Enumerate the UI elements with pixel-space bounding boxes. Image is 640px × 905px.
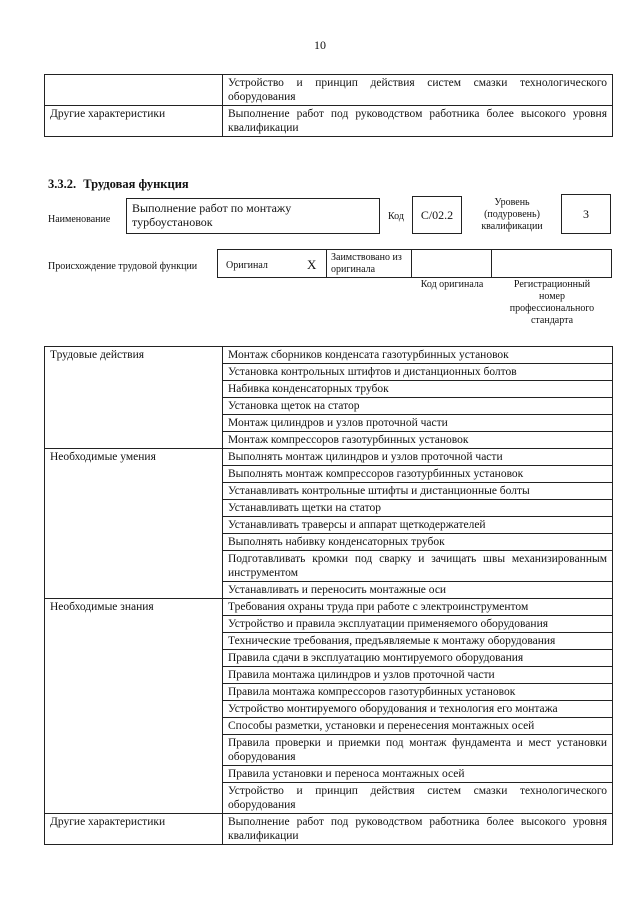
group-item: Технические требования, предъявляемые к монтажу оборудования [223,633,613,650]
group-item: Выполнять монтаж компрессоров газотурбинных установок [223,466,613,483]
table-row [45,766,613,783]
group-item: Выполнять набивку конденсаторных трубок [223,534,613,551]
level-box [561,194,611,234]
group-label-cell [45,398,223,415]
group-label-cell [45,500,223,517]
group-item: Способы разметки, установки и перенесения монтажных осей [223,718,613,735]
origin-cell-borrowed [326,249,412,278]
table-row [45,814,613,845]
section-title: Трудовая функция [83,177,189,191]
table-row [45,75,613,106]
group-label-cell [45,633,223,650]
group-label-cell [45,466,223,483]
group-item: Устройство монтируемого оборудования и технология его монтажа [223,701,613,718]
group-item: Устанавливать траверсы и аппарат щеткодержателей [223,517,613,534]
origin-cell-original [217,249,327,278]
row-text: Устройство и принцип действия систем смазки технологического оборудования [223,75,613,106]
group-label-cell [45,483,223,500]
group-label-cell [45,718,223,735]
group-item: Устанавливать щетки на статор [223,500,613,517]
origin-code-cell [411,249,492,278]
code-label: Код [388,211,404,222]
section-heading [48,177,189,192]
table-row [45,106,613,137]
group-label: Другие характеристики [45,814,223,845]
group-item: Правила проверки и приемки под монтаж фундамента и мест установки оборудования [223,735,613,766]
table-row [45,701,613,718]
table-row [45,500,613,517]
group-label-cell [45,381,223,398]
group-item: Требования охраны труда при работе с электроинструментом [223,599,613,616]
table-row [45,684,613,701]
table-row [45,381,613,398]
origin-reg-cell [491,249,612,278]
table-row [45,364,613,381]
group-label-cell [45,551,223,582]
group-item: Устанавливать контрольные штифты и дистанционные болты [223,483,613,500]
original-mark: X [307,257,317,272]
group-item: Устанавливать и переносить монтажные оси [223,582,613,599]
function-name: Выполнение работ по монтажу турбоустановок [132,201,292,229]
table-row [45,347,613,364]
table-row [45,633,613,650]
table-row [45,650,613,667]
group-item: Устройство и правила эксплуатации применяемого оборудования [223,616,613,633]
group-item: Правила сдачи в эксплуатацию монтируемого оборудования [223,650,613,667]
table-row [45,466,613,483]
group-label-cell [45,432,223,449]
group-label-cell [45,783,223,814]
code-original-caption: Код оригинала [420,279,484,290]
table-row [45,735,613,766]
group-label-cell [45,650,223,667]
group-label: Необходимые умения [45,449,223,466]
function-name-box [126,198,380,234]
group-item: Подготавливать кромки под сварку и зачищать швы механизированным инструментом [223,551,613,582]
group-label-cell [45,616,223,633]
group-item: Установка контрольных штифтов и дистанционных болтов [223,364,613,381]
labor-function-table [44,346,613,845]
table-row [45,783,613,814]
table-row [45,449,613,466]
table-row [45,415,613,432]
reg-number-caption: Регистрационный номер профессионального стандарта [509,279,595,326]
table-row [45,718,613,735]
original-label: Оригинал [226,260,268,271]
table-row [45,599,613,616]
group-label-cell [45,766,223,783]
group-label: Трудовые действия [45,347,223,364]
group-label-cell [45,517,223,534]
code-value: C/02.2 [420,208,454,222]
group-label-cell [45,735,223,766]
origin-label: Происхождение трудовой функции [48,261,198,272]
table-row [45,517,613,534]
group-label-cell [45,684,223,701]
group-label-cell [45,534,223,551]
group-item: Устройство и принцип действия систем смазки технологического оборудования [223,783,613,814]
group-item: Правила монтажа компрессоров газотурбинных установок [223,684,613,701]
group-item: Монтаж компрессоров газотурбинных установок [223,432,613,449]
table-row [45,534,613,551]
table-row [45,667,613,684]
group-label-cell [45,701,223,718]
group-label-cell [45,667,223,684]
group-item: Набивка конденсаторных трубок [223,381,613,398]
group-label-cell [45,415,223,432]
table-row [45,551,613,582]
group-item: Правила установки и переноса монтажных осей [223,766,613,783]
table-row [45,432,613,449]
row-text: Выполнение работ под руководством работника более высокого уровня квалификации [223,106,613,137]
group-label: Необходимые знания [45,599,223,616]
group-item: Правила монтажа цилиндров и узлов проточной части [223,667,613,684]
table-row [45,483,613,500]
code-box [412,196,462,234]
level-label: Уровень (подуровень) квалификации [481,197,543,232]
group-item: Установка щеток на статор [223,398,613,415]
group-item: Выполнять монтаж цилиндров и узлов проточной части [223,449,613,466]
level-value: 3 [583,207,589,221]
borrowed-label: Заимствовано из оригинала [331,252,402,275]
row-label: Другие характеристики [45,106,223,137]
table-row [45,398,613,415]
table-row [45,616,613,633]
group-label-cell [45,364,223,381]
section-number: 3.3.2. [48,177,77,191]
top-continuation-table [44,74,613,137]
row-label [45,75,223,106]
group-item: Монтаж цилиндров и узлов проточной части [223,415,613,432]
page-number: 10 [314,38,326,52]
group-item: Монтаж сборников конденсата газотурбинных установок [223,347,613,364]
group-label-cell [45,582,223,599]
table-row [45,582,613,599]
group-item: Выполнение работ под руководством работника более высокого уровня квалификации [223,814,613,845]
name-label: Наименование [48,214,111,225]
